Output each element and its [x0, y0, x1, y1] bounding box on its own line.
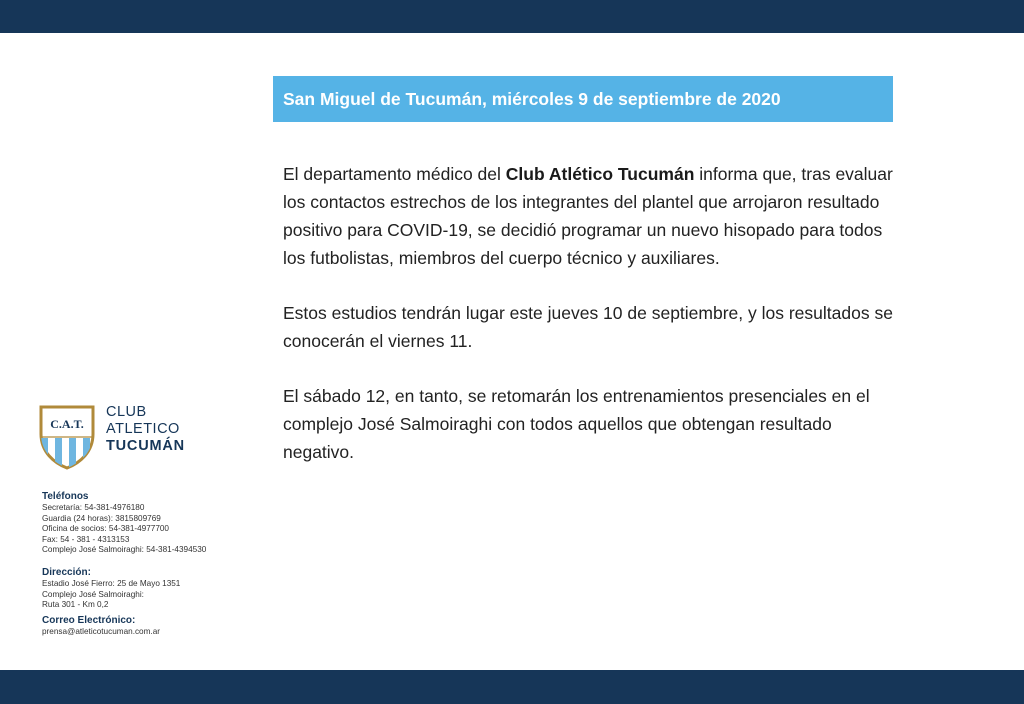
paragraph-3: El sábado 12, en tanto, se retomarán los entrenamientos presenciales en el complejo José Salmoiraghi con todos aquellos que obtengan resultado negativo.	[283, 386, 870, 462]
address-line: Estadio José Fierro: 25 de Mayo 1351	[42, 579, 181, 588]
bottom-banner	[0, 670, 1024, 704]
address-heading: Dirección:	[42, 567, 91, 578]
paragraph-1-start: El departamento médico del	[283, 164, 506, 184]
phone-line: Secretaría: 54-381-4976180	[42, 503, 145, 512]
wordmark-atletico: ATLETICO	[106, 421, 180, 437]
top-banner	[0, 0, 1024, 33]
club-wordmark	[106, 404, 185, 455]
phones-section	[42, 490, 262, 556]
email-heading: Correo Electrónico:	[42, 615, 136, 626]
address-section	[42, 566, 262, 611]
club-crest-icon	[38, 404, 96, 470]
email-address: prensa@atleticotucuman.com.ar	[42, 627, 160, 636]
address-line: Complejo José Salmoiraghi:	[42, 589, 144, 599]
crest-initials: C.A.T.	[50, 417, 84, 431]
club-logo	[38, 404, 198, 474]
wordmark-club: CLUB	[106, 404, 147, 420]
address-line: Ruta 301 - Km 0,2	[42, 600, 109, 609]
wordmark-tucuman: TUCUMÁN	[106, 438, 185, 454]
phone-line: Fax: 54 - 381 - 4313153	[42, 534, 130, 544]
phone-line: Complejo José Salmoiraghi: 54-381-4394530	[42, 545, 207, 554]
phone-line: Guardia (24 horas): 3815809769	[42, 513, 161, 523]
phone-line: Oficina de socios: 54-381-4977700	[42, 524, 169, 533]
date-banner	[273, 76, 893, 122]
paragraph-2: Estos estudios tendrán lugar este jueves 10 de septiembre, y los resultados se conocerán el viernes 11.	[283, 303, 893, 351]
date-line: San Miguel de Tucumán, miércoles 9 de septiembre de 2020	[283, 89, 781, 109]
email-section	[42, 614, 262, 638]
phones-heading: Teléfonos	[42, 491, 89, 502]
club-name-bold: Club Atlético Tucumán	[505, 164, 695, 184]
press-release-body	[283, 160, 903, 493]
paragraph-1	[283, 160, 903, 272]
paragraph-1-end: informa que, tras evaluar los contactos estrechos de los integrantes del plantel que arrojaron resultado positivo para COVID-19, se decidió programar un nuevo hisopado para todos los futbolistas, miembros del cuerpo técnico y auxiliares.	[283, 164, 893, 268]
